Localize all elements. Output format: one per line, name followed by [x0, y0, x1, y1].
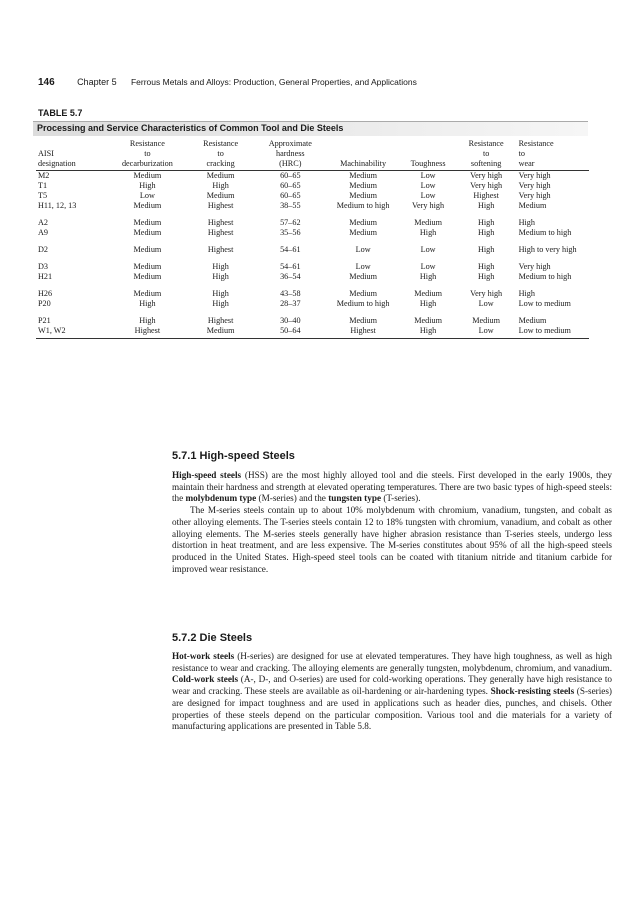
cell-hrc: 36–54	[280, 272, 301, 281]
cell-mach: Low	[355, 245, 371, 254]
cell-soft: High	[477, 262, 495, 271]
cell-aisi: T1	[38, 181, 48, 190]
cell-wear: High	[518, 218, 535, 227]
cell-aisi: D2	[38, 245, 49, 254]
col-header-hardness: Approximate hardness (HRC)	[255, 139, 326, 171]
cell-cracking: Highest	[207, 201, 234, 210]
cell-tough: Low	[420, 262, 436, 271]
cell-decarb: Medium	[133, 171, 162, 180]
cell-cracking: Medium	[186, 326, 255, 339]
tool-steel-table	[36, 139, 589, 339]
table-label: TABLE 5.7	[38, 108, 83, 118]
cell-mach: Medium	[349, 316, 377, 325]
table-row	[36, 171, 589, 182]
cell-mach: Highest	[326, 326, 401, 339]
cell-hrc: 54–61	[280, 262, 301, 271]
cell-soft: High	[477, 201, 495, 210]
cell-wear: Medium to high	[518, 272, 572, 281]
cell-aisi: H26	[38, 289, 53, 298]
cell-tough: Low	[420, 245, 436, 254]
cell-hrc: 60–65	[280, 181, 301, 190]
cell-aisi: P21	[38, 316, 51, 325]
cell-hrc: 30–40	[280, 316, 301, 325]
cell-cracking: Highest	[207, 316, 234, 325]
cell-tough: Low	[420, 171, 436, 180]
paragraph: Hot-work steels (H-series) are designed for use at elevated temperatures. They have high toughness, as well as high resistance to wear and cracking. The alloying elements are generally tungsten, molybdenum, chromium, and vanadium. Cold-work steels (A-, D-, and O-series) are used for cold-working operations. They generally have high resistance to wear and cracking. These steels are available as oil-hardening or air-hardening types. Shock-resisting steels (S-series) are designed for impact toughness and are used in applications such as header dies, punches, and chisels. Other properties of these steels depend on the particular composition. Various tool and die materials for a variety of manufacturing applications are presented in Table 5.8.	[172, 651, 612, 732]
cell-wear: Low to medium	[518, 299, 571, 308]
cell-decarb: Highest	[108, 326, 186, 339]
cell-cracking: Medium	[206, 191, 235, 200]
table-header-row	[36, 139, 589, 171]
cell-hrc: 35–56	[280, 228, 301, 237]
table-row	[36, 238, 589, 255]
cell-hrc: 28–37	[280, 299, 301, 308]
cell-soft: High	[477, 245, 495, 254]
cell-cracking: Medium	[206, 171, 235, 180]
cell-wear: Very high	[518, 191, 551, 200]
running-header	[38, 77, 598, 88]
cell-hrc: 50–64	[255, 326, 326, 339]
cell-mach: Medium	[349, 272, 377, 281]
cell-soft: High	[477, 272, 495, 281]
cell-wear: Medium	[518, 316, 547, 325]
cell-tough: Low	[420, 191, 436, 200]
cell-wear: Very high	[518, 181, 551, 190]
cell-soft: Very high	[470, 171, 503, 180]
cell-tough: Medium	[414, 218, 442, 227]
cell-tough: Very high	[412, 201, 445, 210]
cell-hrc: 54–61	[280, 245, 301, 254]
cell-wear: Medium	[518, 201, 547, 210]
cell-mach: Medium	[349, 289, 377, 298]
cell-decarb: Medium	[133, 228, 162, 237]
cell-mach: Low	[355, 262, 371, 271]
cell-mach: Medium	[349, 191, 377, 200]
cell-decarb: High	[139, 299, 156, 308]
section-5-7-2	[172, 632, 612, 644]
cell-tough: Medium	[414, 289, 442, 298]
cell-soft: High	[477, 218, 495, 227]
running-title: Ferrous Metals and Alloys: Production, General Properties, and Applications	[130, 77, 417, 87]
section-5-7-1	[172, 450, 612, 462]
cell-tough: Medium	[414, 316, 442, 325]
cell-aisi: W1, W2	[36, 326, 108, 339]
table-row	[36, 326, 589, 339]
table-row	[36, 282, 589, 299]
section-5-7-2-body	[172, 651, 612, 733]
table-row	[36, 228, 589, 238]
cell-mach: Medium	[349, 228, 377, 237]
chapter-label: Chapter 5	[77, 77, 117, 87]
cell-aisi: D3	[38, 262, 49, 271]
cell-aisi: T5	[38, 191, 48, 200]
table-caption: Processing and Service Characteristics of Common Tool and Die Steels	[37, 123, 344, 133]
cell-hrc: 43–58	[280, 289, 301, 298]
cell-mach: Medium to high	[336, 201, 390, 210]
cell-soft: Low	[456, 326, 517, 339]
cell-soft: Very high	[470, 181, 503, 190]
cell-wear: High	[518, 289, 535, 298]
cell-decarb: Medium	[133, 218, 162, 227]
table-body	[36, 171, 589, 339]
cell-wear: Very high	[518, 262, 551, 271]
page-number: 146	[38, 77, 55, 88]
col-header-decarburization: Resistance to decarburization	[108, 139, 186, 171]
cell-tough: High	[419, 299, 437, 308]
table-row	[36, 191, 589, 201]
cell-aisi: H21	[38, 272, 53, 281]
cell-soft: Low	[478, 299, 494, 308]
cell-decarb: Medium	[133, 289, 162, 298]
cell-wear: Very high	[518, 171, 551, 180]
cell-soft: Medium	[472, 316, 500, 325]
section-5-7-1-body	[172, 470, 612, 575]
cell-soft: High	[477, 228, 495, 237]
cell-soft: Highest	[473, 191, 499, 200]
col-header-wear: Resistance to wear	[517, 139, 589, 171]
table-row	[36, 272, 589, 282]
cell-tough: High	[400, 326, 455, 339]
cell-aisi: H11, 12, 13	[38, 201, 77, 210]
cell-decarb: Medium	[133, 262, 162, 271]
cell-hrc: 57–62	[280, 218, 301, 227]
cell-tough: High	[419, 272, 437, 281]
cell-mach: Medium	[349, 181, 377, 190]
cell-soft: Very high	[470, 289, 503, 298]
table-row	[36, 201, 589, 211]
cell-aisi: P20	[38, 299, 51, 308]
section-heading-die-steels: 5.7.2 Die Steels	[172, 632, 253, 644]
col-header-machinability: Machinability	[326, 139, 401, 171]
cell-cracking: High	[212, 262, 229, 271]
cell-wear: Low to medium	[517, 326, 589, 339]
cell-tough: High	[419, 228, 437, 237]
cell-cracking: Highest	[207, 218, 234, 227]
cell-cracking: High	[212, 289, 229, 298]
cell-wear: Medium to high	[518, 228, 572, 237]
table-row	[36, 299, 589, 309]
cell-tough: Low	[420, 181, 436, 190]
cell-hrc: 38–55	[280, 201, 301, 210]
table-row	[36, 309, 589, 326]
table-row	[36, 255, 589, 272]
cell-mach: Medium to high	[336, 299, 390, 308]
cell-decarb: High	[139, 181, 156, 190]
paragraph: High-speed steels (HSS) are the most highly alloyed tool and die steels. First developed in the early 1900s, they maintain their hardness and strength at elevated operating temperatures. There are two basic types of high-speed steels: the molybdenum type (M-series) and the tungsten type (T-series).	[172, 470, 612, 504]
cell-hrc: 60–65	[280, 191, 301, 200]
col-header-softening: Resistance to softening	[456, 139, 517, 171]
col-header-cracking: Resistance to cracking	[186, 139, 255, 171]
cell-cracking: High	[212, 181, 229, 190]
cell-mach: Medium	[349, 171, 377, 180]
table-row	[36, 181, 589, 191]
cell-mach: Medium	[349, 218, 377, 227]
col-header-aisi: AISI designation	[36, 139, 108, 171]
cell-cracking: High	[212, 272, 229, 281]
cell-aisi: A9	[38, 228, 49, 237]
cell-cracking: Highest	[207, 245, 234, 254]
table-row	[36, 211, 589, 228]
cell-decarb: Medium	[133, 272, 162, 281]
cell-wear: High to very high	[518, 245, 577, 254]
paragraph: The M-series steels contain up to about 10% molybdenum with chromium, vanadium, tungsten, and cobalt as other alloying elements. The T-series steels contain 12 to 18% tungsten with chromium, vanadium, and cobalt as other alloying elements. The M-series steels generally have higher abrasion resistance than T-series steels, undergo less distortion in heat treatment, and are less expensive. The M-series constitutes about 95% of all the high-speed steels produced in the United States. High-speed steel tools can be coated with titanium nitride and titanium carbide for improved wear resistance.	[172, 505, 612, 574]
section-heading-high-speed-steels: 5.7.1 High-speed Steels	[172, 450, 295, 462]
cell-decarb: Low	[139, 191, 155, 200]
cell-decarb: Medium	[133, 245, 162, 254]
col-header-toughness: Toughness	[400, 139, 455, 171]
cell-aisi: M2	[38, 171, 50, 180]
cell-hrc: 60–65	[280, 171, 301, 180]
cell-decarb: High	[139, 316, 156, 325]
cell-decarb: Medium	[133, 201, 162, 210]
cell-cracking: Highest	[207, 228, 234, 237]
cell-cracking: High	[212, 299, 229, 308]
cell-aisi: A2	[38, 218, 49, 227]
